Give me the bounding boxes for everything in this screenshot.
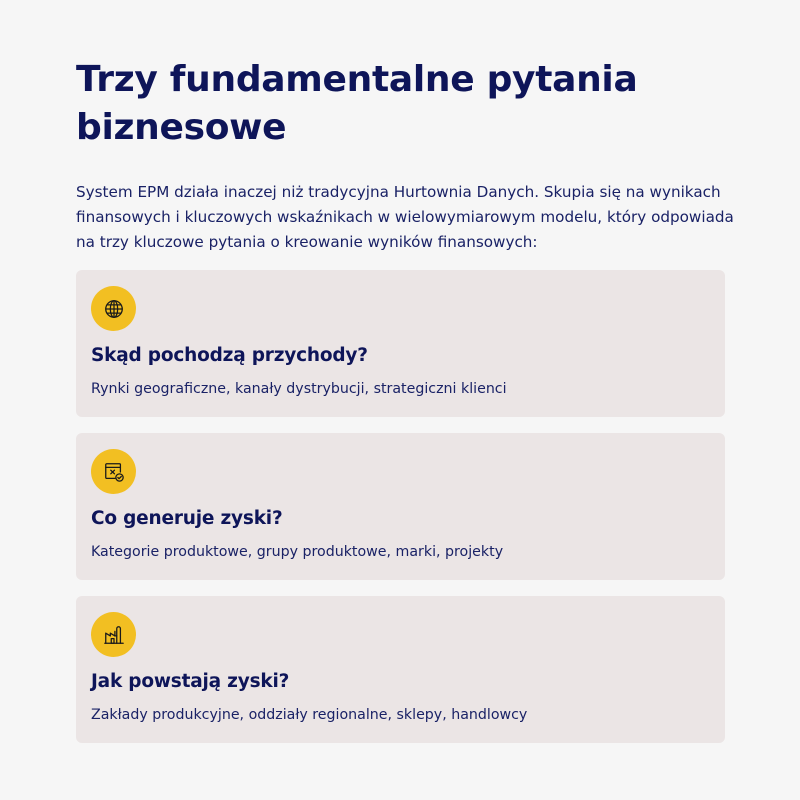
page-title: Trzy fundamentalne pytania biznesowe xyxy=(76,59,638,148)
question-card-revenue xyxy=(76,270,725,417)
card-description: Kategorie produktowe, grupy produktowe, marki, projekty xyxy=(91,544,504,560)
question-card-profit-drivers xyxy=(76,433,725,580)
card-description: Zakłady produkcyjne, oddziały regionalne, sklepy, handlowcy xyxy=(91,707,528,723)
card-title: Jak powstają zyski? xyxy=(91,671,290,692)
window-check-icon xyxy=(91,449,136,494)
intro-paragraph: System EPM działa inaczej niż tradycyjna Hurtownia Danych. Skupia się na wynikach finansowych i kluczowych wskaźnikach w wielowymiarowym modelu, który odpowiada na trzy kluczowe pytania o kreowanie wyników finansowych: xyxy=(76,183,734,251)
question-card-profit-origin xyxy=(76,596,725,743)
card-description: Rynki geograficzne, kanały dystrybucji, strategiczni klienci xyxy=(91,381,507,397)
card-title: Skąd pochodzą przychody? xyxy=(91,345,368,366)
card-title: Co generuje zyski? xyxy=(91,508,283,529)
globe-icon xyxy=(91,286,136,331)
factory-icon xyxy=(91,612,136,657)
